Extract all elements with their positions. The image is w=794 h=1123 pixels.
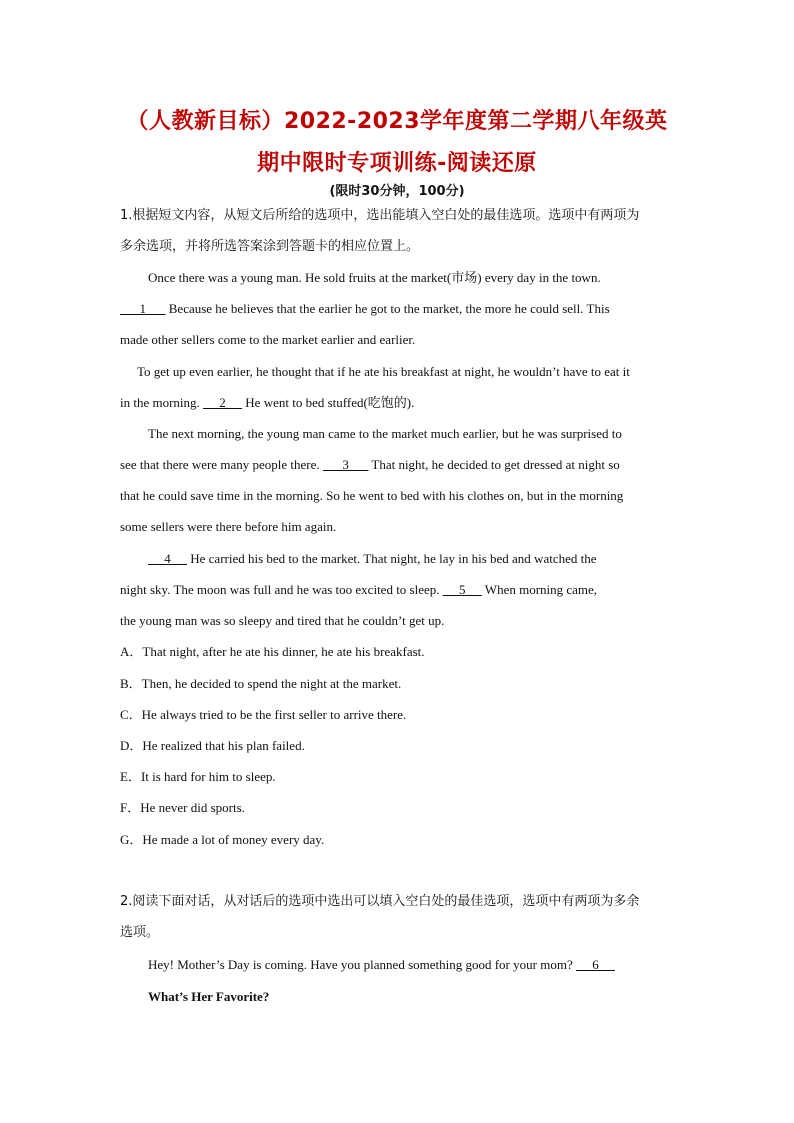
q1-paragraph4-line1: 4 He carried his bed to the market. That night, he lay in his bed and watched the [148, 551, 597, 566]
answer-blank-1: 1 [120, 301, 166, 316]
q2-section-heading: What’s Her Favorite? [148, 989, 270, 1004]
q1-paragraph2-line2: in the morning. 2 He went to bed stuffed(吃饱的). [120, 395, 415, 410]
option-g: G．He made a lot of money every day. [120, 832, 325, 847]
answer-blank-2: 2 [203, 395, 243, 410]
option-e: E．It is hard for him to sleep. [120, 769, 276, 784]
q1-paragraph4-line2: night sky. The moon was full and he was too excited to sleep. 5 When morning came, [120, 582, 598, 597]
q1-paragraph3-line2: see that there were many people there. 3 That night, he decided to get dressed at night so [120, 457, 620, 472]
option-b: B．Then, he decided to spend the night at the market. [120, 676, 402, 691]
option-f: F．He never did sports. [120, 800, 245, 815]
document-title-line2: 期中限时专项训练-阅读还原 [257, 151, 537, 176]
q1-instruction-line2: 多余选项，并将所选答案涂到答题卡的相应位置上。 [120, 239, 420, 254]
q2-instruction-line1: 2.阅读下面对话，从对话后的选项中选出可以填入空白处的最佳选项，选项中有两项为多余 [120, 894, 640, 909]
time-limit-note: (限时30分钟，100分) [329, 184, 465, 199]
answer-blank-6: 6 [575, 957, 615, 972]
q1-paragraph1-line2: 1 Because he believes that the earlier he got to the market, the more he could sell. This [120, 301, 610, 316]
answer-blank-4: 4 [148, 551, 187, 566]
q1-paragraph4-line3: the young man was so sleepy and tired that he couldn’t get up. [120, 613, 445, 628]
document-title-line1: （人教新目标）2022-2023学年度第二学期八年级英 [126, 109, 668, 134]
option-c: C．He always tried to be the first seller to arrive there. [120, 707, 407, 722]
answer-blank-5: 5 [442, 582, 482, 597]
q2-dialogue-line1: Hey! Mother’s Day is coming. Have you planned something good for your mom? 6 [148, 957, 615, 972]
option-d: D．He realized that his plan failed. [120, 738, 305, 753]
option-a: A．That night, after he ate his dinner, he ate his breakfast. [120, 644, 425, 659]
q1-paragraph3-line1: The next morning, the young man came to the market much earlier, but he was surprised to [148, 426, 622, 441]
answer-blank-3: 3 [322, 457, 369, 472]
q2-instruction-line2: 选项。 [120, 925, 160, 940]
q1-paragraph1-line3: made other sellers come to the market earlier and earlier. [120, 332, 416, 347]
q1-paragraph3-line4: some sellers were there before him again. [120, 519, 337, 534]
q1-paragraph1-line1: Once there was a young man. He sold fruits at the market(市场) every day in the town. [148, 270, 601, 285]
q1-paragraph2-line1: To get up even earlier, he thought that if he ate his breakfast at night, he wouldn’t have to eat it [137, 364, 630, 379]
q1-paragraph3-line3: that he could save time in the morning. So he went to bed with his clothes on, but in the morning [120, 488, 624, 503]
q1-instruction-line1: 1.根据短文内容，从短文后所给的选项中，选出能填入空白处的最佳选项。选项中有两项为 [120, 208, 640, 223]
